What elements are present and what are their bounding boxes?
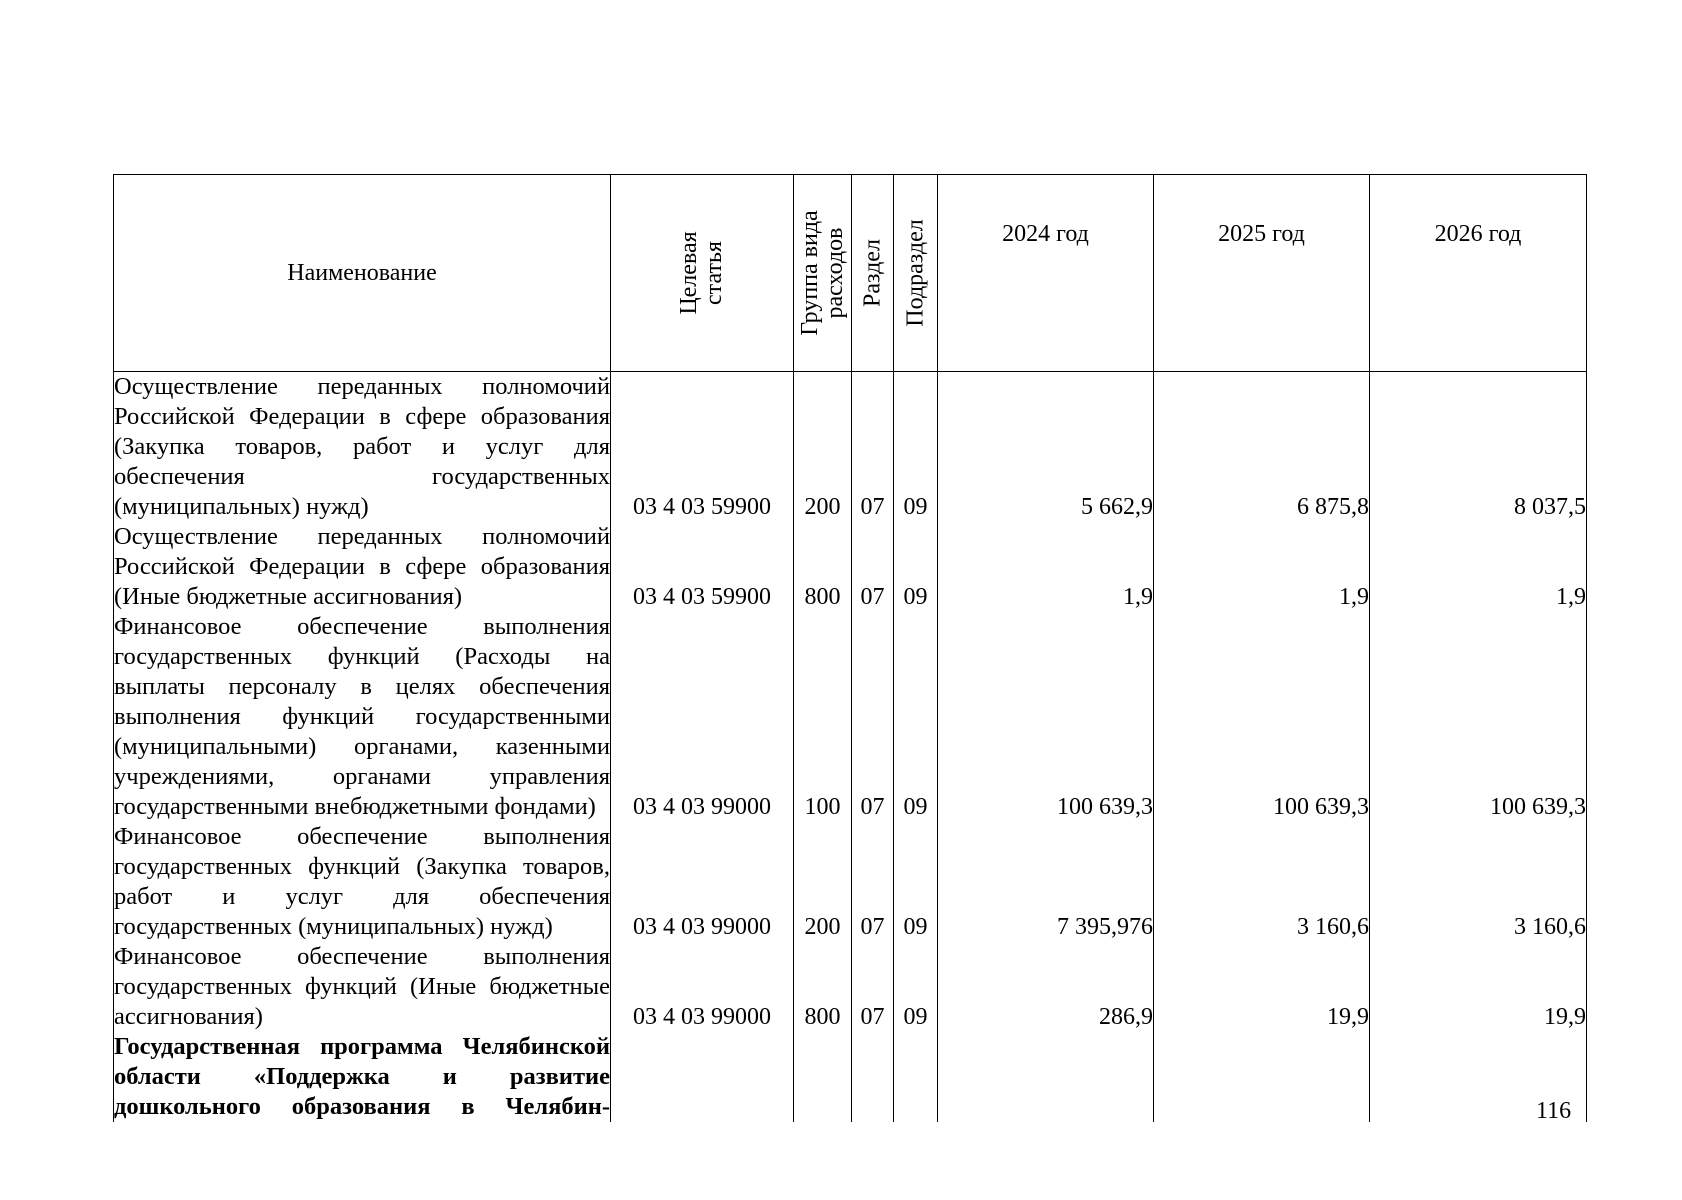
row-subsection: 09 [894,942,938,1032]
table-row [114,942,1587,1032]
row-name: Осуществление переданных полномочий Российской Федерации в сфере образования (Закупка товаров, работ и услуг для обеспечения государственных (муниципальных) нужд) [114,373,610,520]
row-section: 07 [852,822,894,942]
row-2024: 7 395,976 [938,822,1154,942]
row-group: 200 [794,372,852,523]
row-group: 200 [794,822,852,942]
header-section-text: Раздел [858,239,885,307]
row-2024: 100 639,3 [938,612,1154,822]
header-2026: 2026 год [1370,175,1587,372]
header-target [611,175,794,372]
row-2025: 100 639,3 [1154,612,1370,822]
row-name: Осуществление переданных полномочий Российской Федерации в сфере образования (Иные бюджетные ассигнования) [114,523,610,610]
row-name: Финансовое обеспечение выполнения государственных функций (Расходы на выплаты персоналу в целях обеспечения выполнения функций государственными (муниципальными) органами, казенными учреждениями, органами управления государственными внебюджетными фондами) [114,613,610,820]
row-group: 800 [794,942,852,1032]
row-section: 07 [852,372,894,523]
header-subsection-text: Подраздел [901,219,928,327]
row-2026: 8 037,5 [1370,372,1587,523]
row-name: Финансовое обеспечение выполнения государственных функций (Закупка товаров, работ и услуг для обеспечения государственных (муниципальных) нужд) [114,823,610,940]
row-subsection [894,1032,938,1122]
row-group [794,1032,852,1122]
row-target: 03 4 03 59900 [611,372,794,523]
row-subsection: 09 [894,372,938,523]
row-2025: 3 160,6 [1154,822,1370,942]
table-row [114,612,1587,822]
row-2025: 1,9 [1154,522,1370,612]
row-2026: 3 160,6 [1370,822,1587,942]
table-row [114,522,1587,612]
row-section: 07 [852,522,894,612]
row-target: 03 4 03 99000 [611,612,794,822]
row-2024: 5 662,9 [938,372,1154,523]
row-2026: 19,9 [1370,942,1587,1032]
row-section [852,1032,894,1122]
page-number: 116 [1536,1098,1572,1124]
row-section: 07 [852,942,894,1032]
row-2024 [938,1032,1154,1122]
row-2025: 19,9 [1154,942,1370,1032]
row-2026: 1,9 [1370,522,1587,612]
row-2024: 286,9 [938,942,1154,1032]
budget-table [113,174,1587,1122]
header-subsection [894,175,938,372]
header-group [794,175,852,372]
row-target: 03 4 03 99000 [611,942,794,1032]
header-group-text: Группа вида расходов [796,210,848,336]
table-row [114,1032,1587,1122]
row-target: 03 4 03 99000 [611,822,794,942]
table-header-row [114,175,1587,372]
row-group: 800 [794,522,852,612]
row-2025 [1154,1032,1370,1122]
header-2024: 2024 год [938,175,1154,372]
row-2025: 6 875,8 [1154,372,1370,523]
row-2026: 100 639,3 [1370,612,1587,822]
header-section [852,175,894,372]
row-name: Государственная программа Челябинской области «Поддержка и развитие дошкольного образования в Челябин- [114,1033,610,1120]
header-2025: 2025 год [1154,175,1370,372]
row-section: 07 [852,612,894,822]
row-group: 100 [794,612,852,822]
header-name: Наименование [114,175,611,372]
row-target: 03 4 03 59900 [611,522,794,612]
row-2024: 1,9 [938,522,1154,612]
row-subsection: 09 [894,612,938,822]
row-subsection: 09 [894,522,938,612]
row-target [611,1032,794,1122]
table-row [114,372,1587,523]
row-subsection: 09 [894,822,938,942]
row-name: Финансовое обеспечение выполнения государственных функций (Иные бюджетные ассигнования) [114,943,610,1030]
table-row [114,822,1587,942]
header-target-text: Целевая статья [675,231,727,315]
